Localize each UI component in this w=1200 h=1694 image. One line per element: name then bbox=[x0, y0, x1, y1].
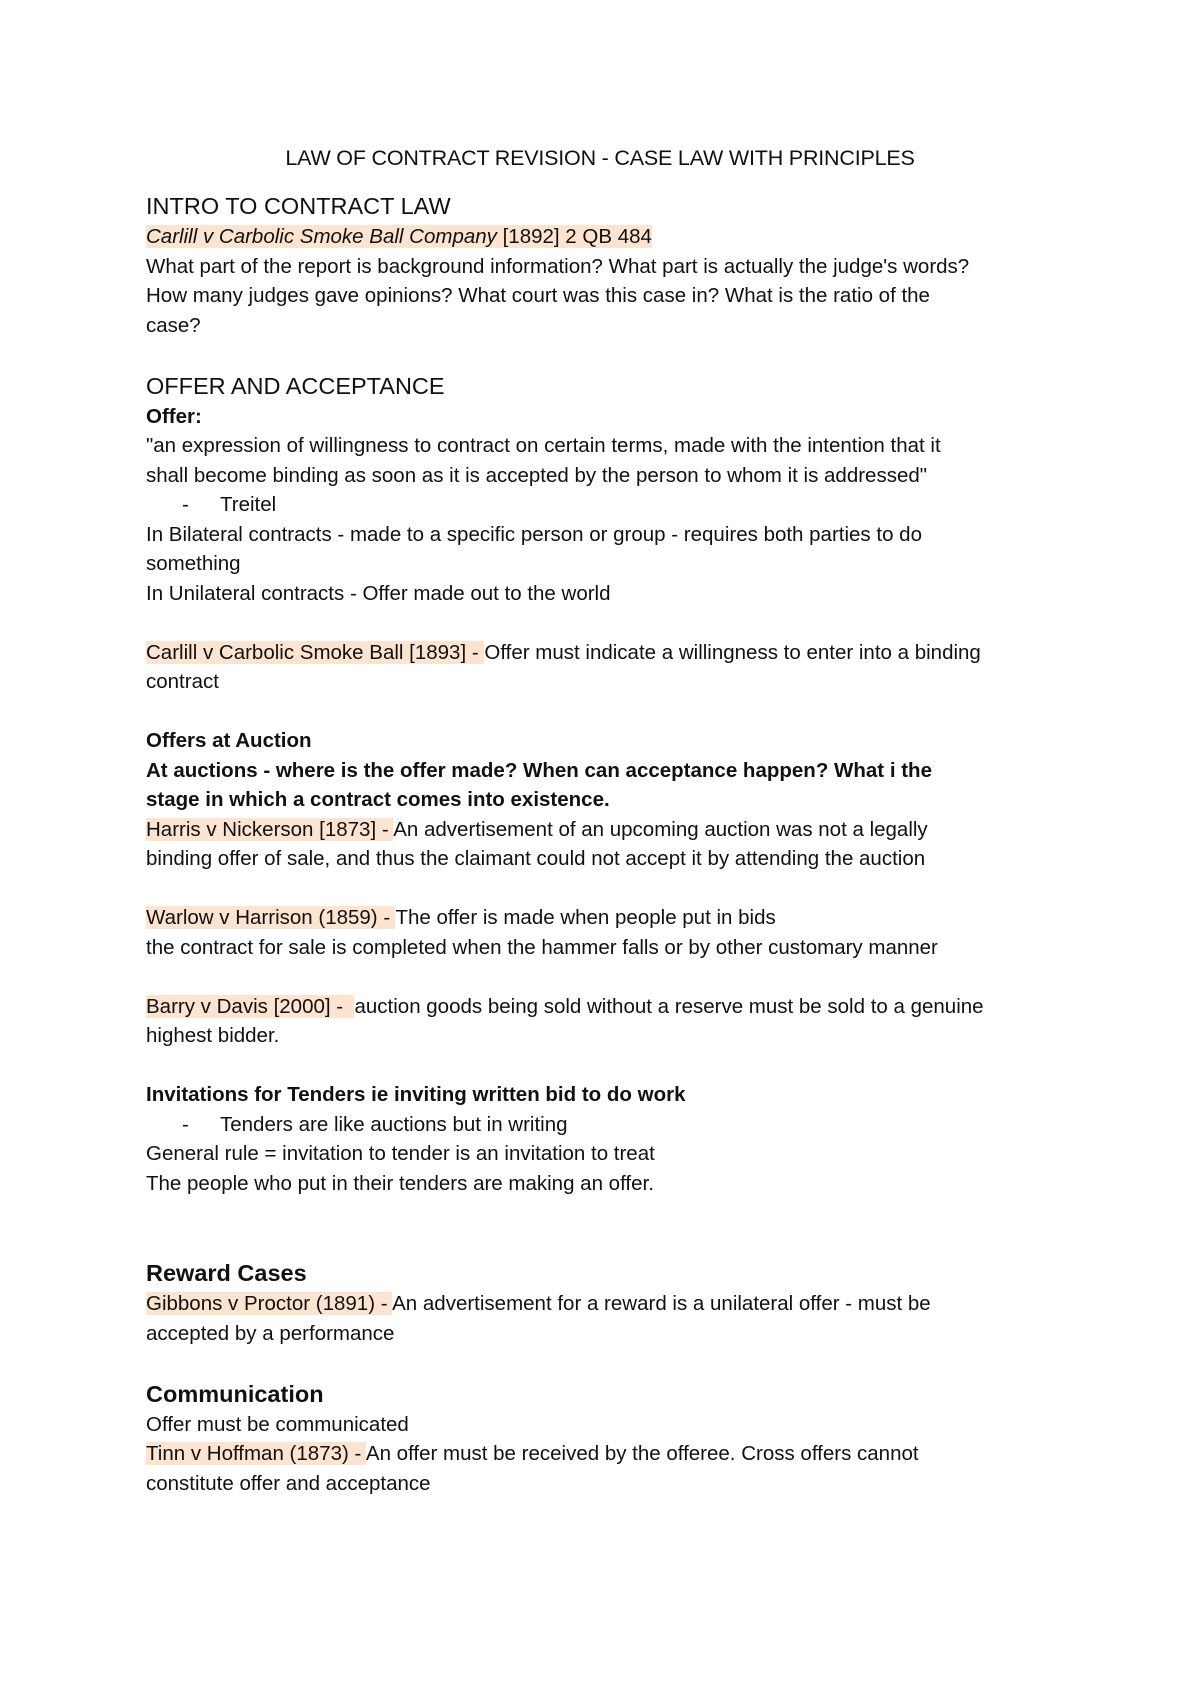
bilateral-line-2: something bbox=[146, 552, 241, 575]
intro-line-2: How many judges gave opinions? What court was this case in? What is the ratio of the bbox=[146, 284, 930, 307]
spacer bbox=[146, 1348, 1076, 1378]
spacer bbox=[146, 697, 1076, 727]
intro-line-3: case? bbox=[146, 313, 201, 337]
auction-question-2: stage in which a contract comes into existence. bbox=[146, 788, 610, 811]
tenders-line-1: General rule = invitation to tender is an invitation to treat bbox=[146, 1142, 655, 1165]
harris-line bbox=[146, 815, 1076, 845]
unilateral-line: In Unilateral contracts - Offer made out to the world bbox=[146, 581, 611, 605]
spacer bbox=[146, 1051, 1076, 1081]
spacer bbox=[146, 340, 1076, 370]
bullet-dash: - bbox=[182, 1112, 189, 1136]
barry-case: Barry v Davis [2000] - bbox=[146, 994, 355, 1018]
heading-auction: Offers at Auction bbox=[146, 729, 312, 752]
warlow-line bbox=[146, 903, 1076, 933]
harris-text: An advertisement of an upcoming auction was not a legally bbox=[393, 817, 928, 841]
carlill-line-2: contract bbox=[146, 670, 219, 693]
bilateral-line-1: In Bilateral contracts - made to a specific person or group - requires both parties to do bbox=[146, 522, 922, 546]
heading-reward: Reward Cases bbox=[146, 1260, 307, 1286]
tenders-bullet bbox=[146, 1110, 1076, 1140]
offer-quote-line-2: shall become binding as soon as it is accepted by the person to whom it is addressed" bbox=[146, 463, 928, 487]
offer-quote-line-1: "an expression of willingness to contract on certain terms, made with the intention that it bbox=[146, 434, 941, 457]
gibbons-case: Gibbons v Proctor (1891) - bbox=[146, 1292, 393, 1315]
intro-case-cite: [1892] 2 QB 484 bbox=[496, 225, 652, 248]
barry-text: auction goods being sold without a reserve must be sold to a genuine bbox=[354, 994, 984, 1018]
intro-case-name: Carlill v Carbolic Smoke Ball Company bbox=[146, 225, 497, 248]
auction-question-1: At auctions - where is the offer made? When can acceptance happen? What i the bbox=[146, 758, 932, 782]
heading-tenders: Invitations for Tenders ie inviting written bid to do work bbox=[146, 1083, 686, 1106]
heading-communication: Communication bbox=[146, 1380, 324, 1407]
intro-case-highlight bbox=[146, 225, 652, 248]
warlow-case: Warlow v Harrison (1859) - bbox=[146, 906, 396, 929]
spacer bbox=[146, 874, 1076, 904]
carlill-line bbox=[146, 638, 1076, 668]
carlill-text: Offer must indicate a willingness to enter into a binding bbox=[484, 640, 981, 664]
document-page bbox=[146, 140, 1076, 1498]
bullet-dash: - bbox=[182, 493, 189, 516]
tinn-line bbox=[146, 1439, 1076, 1469]
barry-line bbox=[146, 992, 1076, 1022]
warlow-text: The offer is made when people put in bids bbox=[395, 906, 776, 929]
gibbons-text: An advertisement for a reward is a unilateral offer - must be bbox=[392, 1292, 931, 1315]
barry-line-2: highest bidder. bbox=[146, 1024, 280, 1047]
gibbons-line-2: accepted by a performance bbox=[146, 1321, 395, 1345]
harris-line-2: binding offer of sale, and thus the claimant could not accept it by attending the auction bbox=[146, 847, 926, 870]
heading-offer-acceptance: OFFER AND ACCEPTANCE bbox=[146, 372, 445, 399]
intro-case-line bbox=[146, 222, 1076, 252]
tinn-case: Tinn v Hoffman (1873) - bbox=[146, 1442, 366, 1465]
spacer bbox=[146, 962, 1076, 992]
tinn-line-2: constitute offer and acceptance bbox=[146, 1471, 431, 1495]
gibbons-line bbox=[146, 1289, 1076, 1319]
harris-case: Harris v Nickerson [1873] - bbox=[146, 817, 394, 841]
document-title: LAW OF CONTRACT REVISION - CASE LAW WITH PRINCIPLES bbox=[285, 146, 915, 170]
quote-author-bullet bbox=[146, 490, 1076, 520]
warlow-line-2: the contract for sale is completed when the hammer falls or by other customary manner bbox=[146, 935, 938, 959]
carlill-case: Carlill v Carbolic Smoke Ball [1893] - bbox=[146, 640, 485, 664]
tinn-text: An offer must be received by the offeree. Cross offers cannot bbox=[365, 1442, 919, 1465]
intro-line-1: What part of the report is background information? What part is actually the judge's words? bbox=[146, 254, 970, 278]
spacer bbox=[146, 608, 1076, 638]
tenders-bullet-text: Tenders are like auctions but in writing bbox=[220, 1112, 568, 1136]
offer-label: Offer: bbox=[146, 404, 202, 428]
spacer bbox=[146, 1198, 1076, 1257]
quote-author: Treitel bbox=[220, 493, 277, 516]
tenders-line-2: The people who put in their tenders are making an offer. bbox=[146, 1171, 654, 1195]
communication-line-1: Offer must be communicated bbox=[146, 1412, 409, 1436]
heading-intro: INTRO TO CONTRACT LAW bbox=[146, 193, 451, 219]
